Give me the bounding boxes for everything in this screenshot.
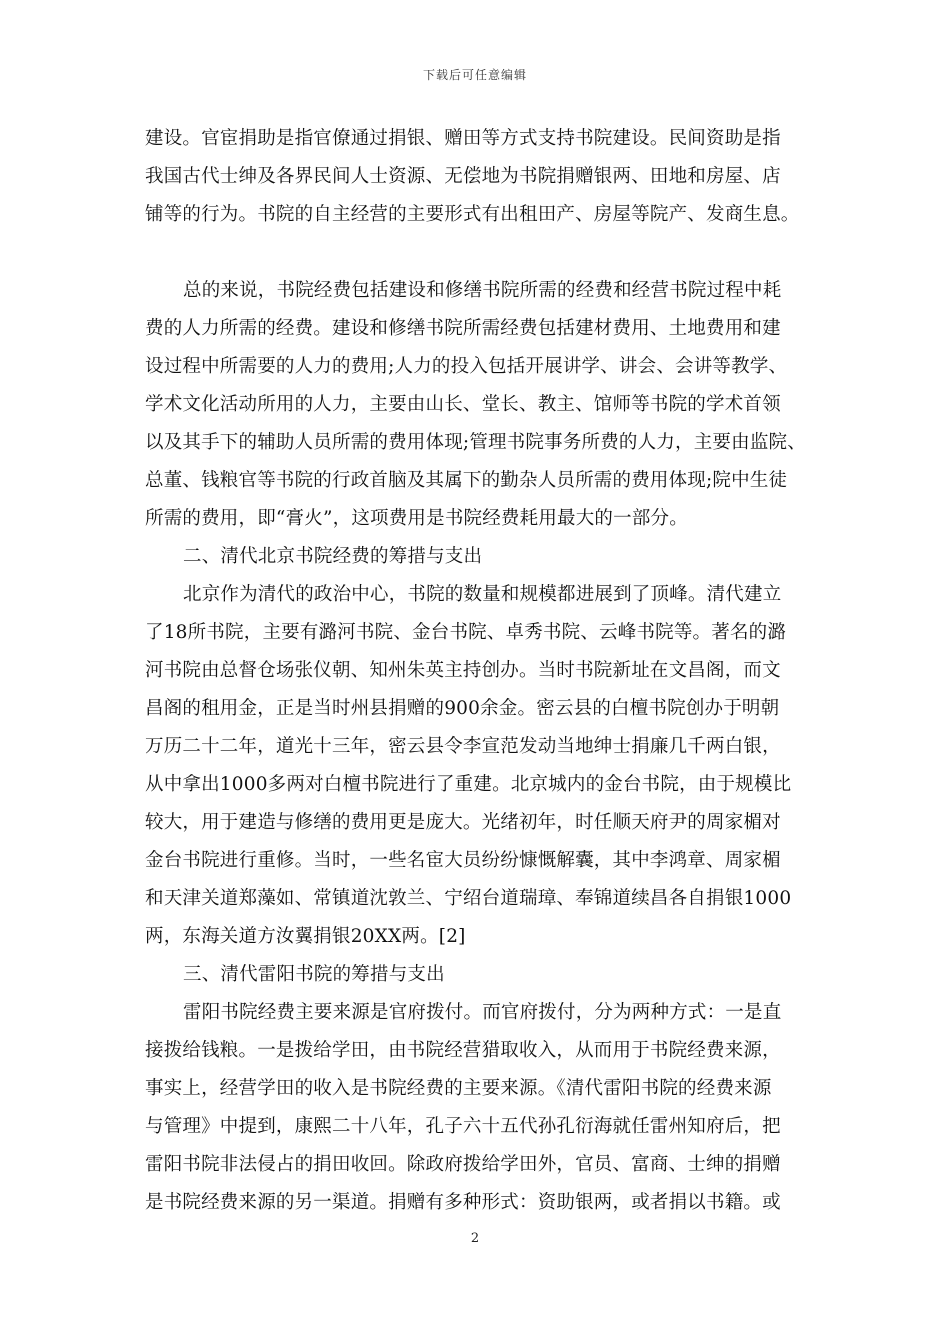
body-text: [145, 120, 810, 1222]
paragraph-line: 雷阳书院经费主要来源是官府拨付。而官府拨付，分为两种方式：一是直: [183, 1002, 782, 1023]
paragraph-line: 铺等的行为。书院的自主经营的主要形式有出租田产、房屋等院产、发商生息。: [145, 204, 800, 225]
paragraph-line: 两，东海关道方汝翼捐银20XX两。[2]: [145, 926, 466, 947]
page-number: 2: [470, 1231, 480, 1246]
paragraph-line: 河书院由总督仓场张仪朝、知州朱英主持创办。当时书院新址在文昌阁，而文: [145, 660, 781, 681]
paragraph-line: 从中拿出1000多两对白檀书院进行了重建。北京城内的金台书院，由于规模比: [145, 774, 792, 795]
paragraph-line: 事实上，经营学田的收入是书院经费的主要来源。《清代雷阳书院的经费来源: [145, 1078, 772, 1099]
paragraph-line: 所需的费用，即“膏火”，这项费用是书院经费耗用最大的一部分。: [145, 508, 688, 529]
paragraph-line: 北京作为清代的政治中心，书院的数量和规模都进展到了顶峰。清代建立: [183, 584, 782, 605]
paragraph-line: 金台书院进行重修。当时，一些名宦大员纷纷慷慨解囊，其中李鸿章、周家楣: [145, 850, 781, 871]
paragraph-line: 我国古代士绅及各界民间人士资源、无偿地为书院捐赠银两、田地和房屋、店: [145, 166, 781, 187]
paragraph-line: 雷阳书院非法侵占的捐田收回。除政府拨给学田外，官员、富商、士绅的捐赠: [145, 1154, 781, 1175]
paragraph-line: 以及其手下的辅助人员所需的费用体现;管理书院事务所费的人力，主要由监院、: [145, 432, 806, 453]
page-header: 下载后可任意编辑: [422, 68, 527, 82]
paragraph-line: 接拨给钱粮。一是拨给学田，由书院经营猎取收入，从而用于书院经费来源，: [145, 1040, 781, 1061]
paragraph-line: 建设。官宦捐助是指官僚通过捐银、赠田等方式支持书院建设。民间资助是指: [145, 128, 781, 149]
section-heading: 二、清代北京书院经费的筹措与支出: [183, 546, 483, 567]
paragraph-line: 与管理》中提到，康熙二十八年，孔子六十五代孙孔衍海就任雷州知府后，把: [145, 1116, 781, 1137]
paragraph-line: 万历二十二年，道光十三年，密云县令李宣范发动当地绅士捐廉几千两白银，: [145, 736, 781, 757]
paragraph-line: 较大，用于建造与修缮的费用更是庞大。光绪初年，时任顺天府尹的周家楣对: [145, 812, 781, 833]
paragraph-line: 总董、钱粮官等书院的行政首脑及其属下的勤杂人员所需的费用体现;院中生徒: [145, 470, 788, 491]
paragraph-line: 了18所书院，主要有潞河书院、金台书院、卓秀书院、云峰书院等。著名的潞: [145, 622, 787, 643]
paragraph-line: 费的人力所需的经费。建设和修缮书院所需经费包括建材费用、土地费用和建: [145, 318, 781, 339]
section-heading: 三、清代雷阳书院的筹措与支出: [183, 964, 445, 985]
paragraph-line: 昌阁的租用金，正是当时州县捐赠的900余金。密云县的白檀书院创办于明朝: [145, 698, 780, 719]
paragraph-line: 是书院经费来源的另一渠道。捐赠有多种形式：资助银两，或者捐以书籍。或: [145, 1192, 781, 1213]
paragraph-line: 设过程中所需要的人力的费用;人力的投入包括开展讲学、讲会、会讲等教学、: [145, 356, 788, 377]
paragraph-line: 总的来说，书院经费包括建设和修缮书院所需的经费和经营书院过程中耗: [183, 280, 782, 301]
paragraph-line: 学术文化活动所用的人力，主要由山长、堂长、教主、馆师等书院的学术首领: [145, 394, 781, 415]
paragraph-line: 和天津关道郑藻如、常镇道沈敦兰、宁绍台道瑞璋、奉锦道续昌各自捐银1000: [145, 888, 792, 909]
